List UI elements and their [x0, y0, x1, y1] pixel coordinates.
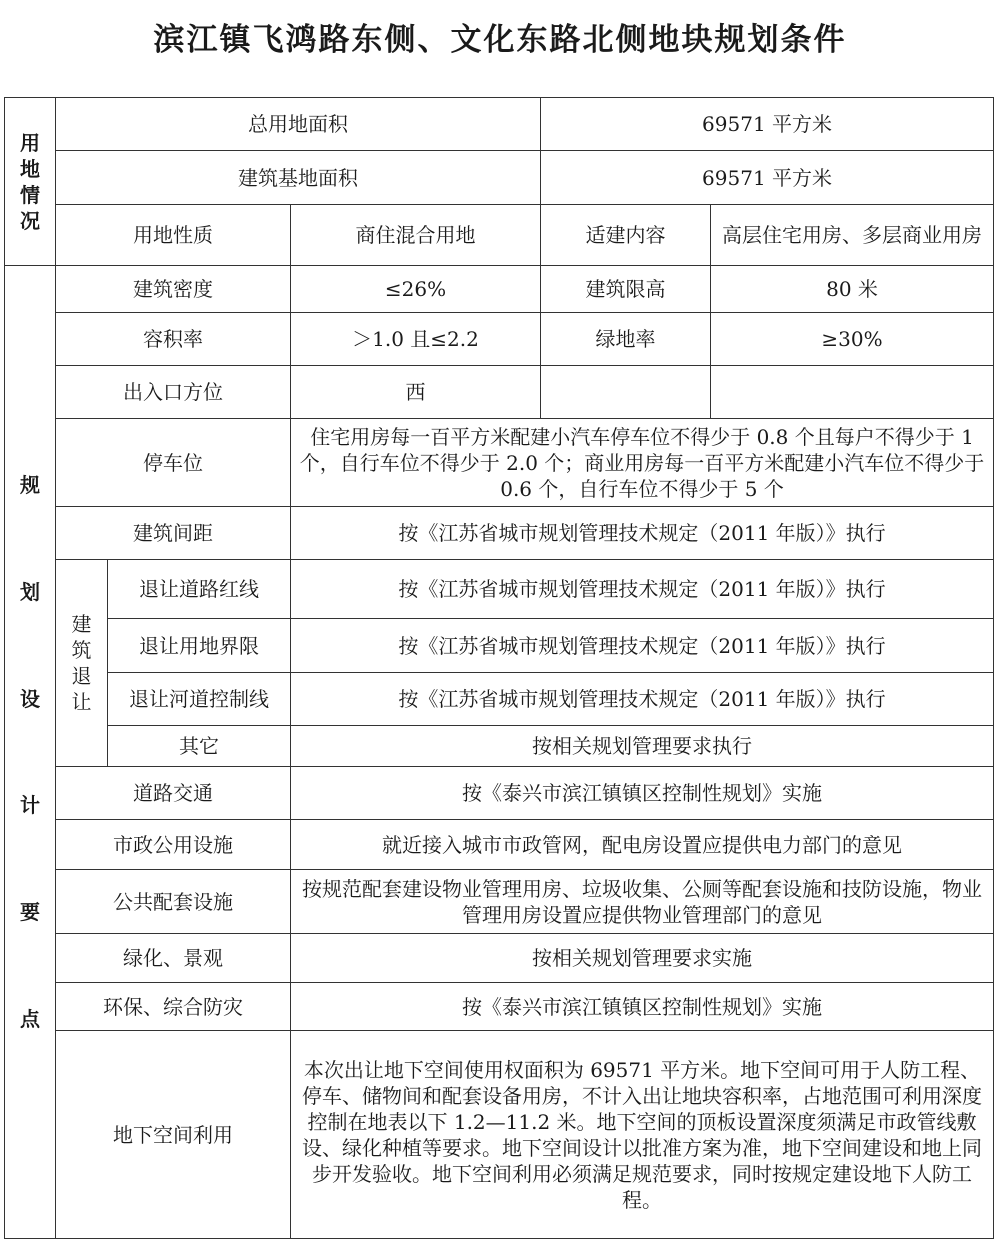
table-row — [5, 983, 994, 1031]
buildable-content-label: 适建内容 — [541, 205, 711, 266]
setback-group-label: 建 筑 退 让 — [56, 560, 108, 767]
table-row — [5, 205, 994, 266]
setback-other-value: 按相关规划管理要求执行 — [291, 726, 994, 767]
spacing-value: 按《江苏省城市规划管理技术规定（2011 年版）》执行 — [291, 507, 994, 560]
setback-boundary-label: 退让用地界限 — [108, 619, 291, 673]
table-row — [5, 151, 994, 205]
greening-value: 按相关规划管理要求实施 — [291, 934, 994, 983]
parking-label: 停车位 — [56, 419, 291, 507]
env-value: 按《泰兴市滨江镇镇区控制性规划》实施 — [291, 983, 994, 1031]
base-area-value: 69571 平方米 — [541, 151, 994, 205]
table-row — [5, 934, 994, 983]
empty-cell — [711, 366, 994, 419]
planning-conditions-table — [4, 97, 994, 1239]
municipal-label: 市政公用设施 — [56, 820, 291, 870]
underground-label: 地下空间利用 — [56, 1031, 291, 1239]
table-row — [5, 767, 994, 820]
table-row — [5, 507, 994, 560]
table-row — [5, 1031, 994, 1239]
empty-cell — [541, 366, 711, 419]
table-row — [5, 870, 994, 934]
total-area-value: 69571 平方米 — [541, 98, 994, 151]
density-value: ≤26% — [291, 266, 541, 313]
setback-boundary-value: 按《江苏省城市规划管理技术规定（2011 年版）》执行 — [291, 619, 994, 673]
table-row — [5, 726, 994, 767]
setback-road-label: 退让道路红线 — [108, 560, 291, 619]
parking-value: 住宅用房每一百平方米配建小汽车停车位不得少于 0.8 个且每户不得少于 1 个，自行车位不得少于 2.0 个；商业用房每一百平方米配建小汽车位不得少于 0.6 个，自行车位不得少于 5 个 — [291, 419, 994, 507]
underground-value: 本次出让地下空间使用权面积为 69571 平方米。地下空间可用于人防工程、停车、储物间和配套设备用房，不计入出让地块容积率，占地范围可利用深度控制在地表以下 1.2—11.2 米。地下空间的顶板设置深度须满足市政管线敷设、绿化种植等要求。地下空间设计以批准方案为准，地下空间建设和地上同步开发验收。地下空间利用必须满足规范要求，同时按规定建设地下人防工程。 — [291, 1031, 994, 1239]
far-label: 容积率 — [56, 313, 291, 366]
public-facilities-label: 公共配套设施 — [56, 870, 291, 934]
height-limit-label: 建筑限高 — [541, 266, 711, 313]
traffic-value: 按《泰兴市滨江镇镇区控制性规划》实施 — [291, 767, 994, 820]
municipal-value: 就近接入城市市政管网，配电房设置应提供电力部门的意见 — [291, 820, 994, 870]
setback-river-label: 退让河道控制线 — [108, 673, 291, 726]
base-area-label: 建筑基地面积 — [56, 151, 541, 205]
section-label-planning: 规 划 设 计 要 点 — [5, 266, 56, 1239]
setback-road-value: 按《江苏省城市规划管理技术规定（2011 年版）》执行 — [291, 560, 994, 619]
table-row — [5, 619, 994, 673]
traffic-label: 道路交通 — [56, 767, 291, 820]
public-facilities-value: 按规范配套建设物业管理用房、垃圾收集、公厕等配套设施和技防设施，物业管理用房设置应提供物业管理部门的意见 — [291, 870, 994, 934]
table-row — [5, 820, 994, 870]
entrance-label: 出入口方位 — [56, 366, 291, 419]
far-value: ＞1.0 且≤2.2 — [291, 313, 541, 366]
greening-label: 绿化、景观 — [56, 934, 291, 983]
density-label: 建筑密度 — [56, 266, 291, 313]
buildable-content-value: 高层住宅用房、多层商业用房 — [711, 205, 994, 266]
table-row — [5, 313, 994, 366]
table-row — [5, 266, 994, 313]
height-limit-value: 80 米 — [711, 266, 994, 313]
table-row — [5, 366, 994, 419]
table-row — [5, 560, 994, 619]
section-label-land: 用 地 情 况 — [5, 98, 56, 266]
total-area-label: 总用地面积 — [56, 98, 541, 151]
land-use-value: 商住混合用地 — [291, 205, 541, 266]
setback-other-label: 其它 — [108, 726, 291, 767]
table-row — [5, 98, 994, 151]
table-row — [5, 419, 994, 507]
land-use-label: 用地性质 — [56, 205, 291, 266]
setback-river-value: 按《江苏省城市规划管理技术规定（2011 年版）》执行 — [291, 673, 994, 726]
entrance-value: 西 — [291, 366, 541, 419]
document-title: 滨江镇飞鸿路东侧、文化东路北侧地块规划条件 — [153, 22, 847, 58]
green-ratio-label: 绿地率 — [541, 313, 711, 366]
env-label: 环保、综合防灾 — [56, 983, 291, 1031]
green-ratio-value: ≥30% — [711, 313, 994, 366]
table-row — [5, 673, 994, 726]
spacing-label: 建筑间距 — [56, 507, 291, 560]
